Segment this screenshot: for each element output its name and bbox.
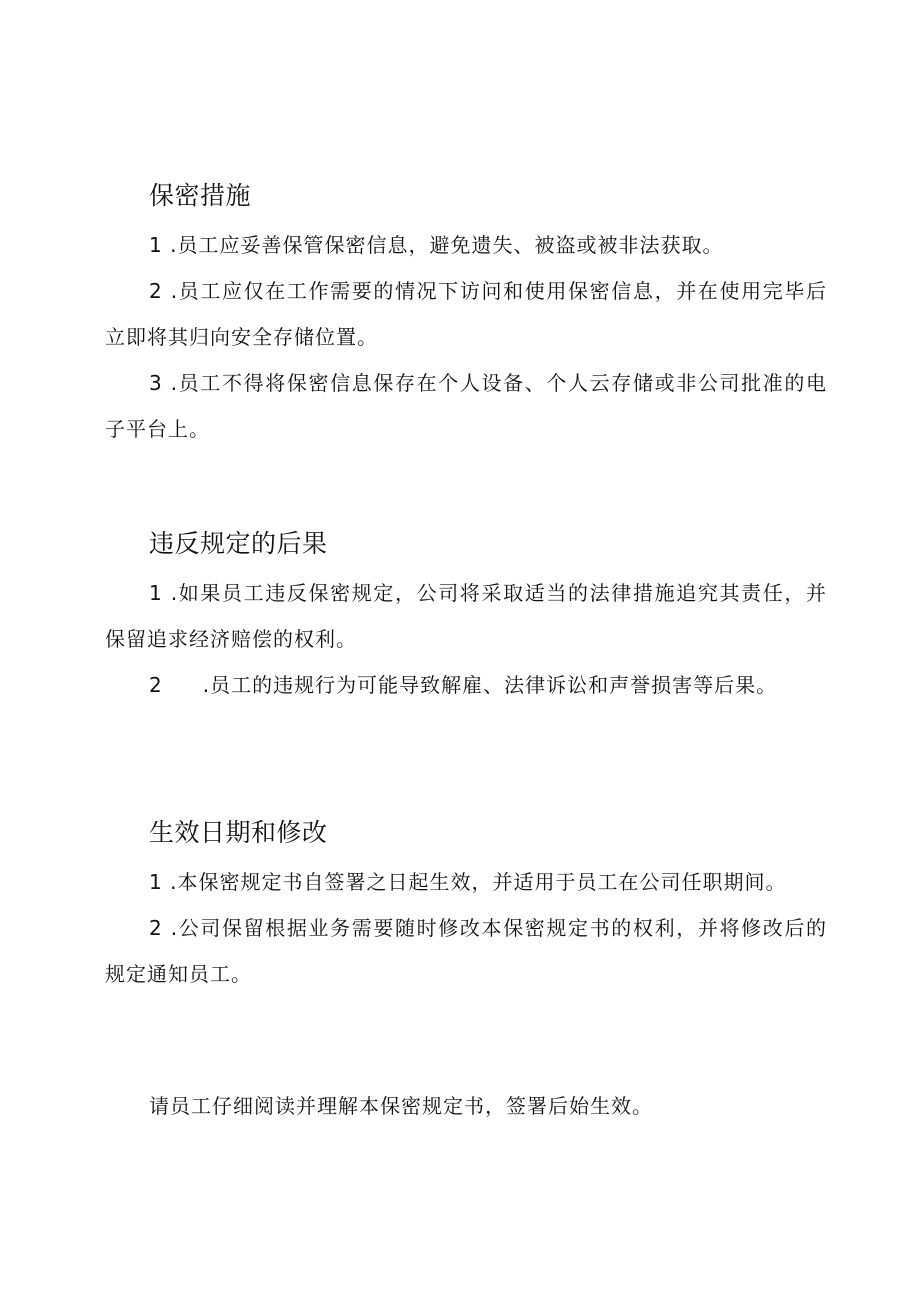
list-item: 2 .公司保留根据业务需要随时修改本保密规定书的权利，并将修改后的规定通知员工。 bbox=[105, 916, 827, 986]
list-item: 1 .本保密规定书自签署之日起生效，并适用于员工在公司任职期间。 bbox=[149, 870, 787, 894]
list-item-text: .员工的违规行为可能导致解雇、法律诉讼和声誉损害等后果。 bbox=[202, 673, 778, 697]
closing-statement-block bbox=[105, 1083, 827, 1129]
list-item: 2 .员工应仅在工作需要的情况下访问和使用保密信息，并在使用完毕后立即将其归向安全存储位置。 bbox=[105, 279, 827, 349]
list-item: 1 .如果员工违反保密规定，公司将采取适当的法律措施追究其责任，并保留追求经济赔偿的权利。 bbox=[105, 581, 827, 651]
section-heading: 保密措施 bbox=[149, 181, 252, 210]
list-item: 1 .员工应妥善保管保密信息，避免遗失、被盗或被非法获取。 bbox=[149, 233, 724, 257]
section-confidentiality-measures bbox=[105, 183, 827, 452]
list-item-number: 2 bbox=[149, 673, 163, 697]
section-heading: 违反规定的后果 bbox=[149, 529, 328, 558]
section-effective-date-and-amendment bbox=[105, 820, 827, 997]
list-item: 3 .员工不得将保密信息保存在个人设备、个人云存储或非公司批准的电子平台上。 bbox=[105, 371, 827, 441]
list-item bbox=[105, 662, 827, 708]
section-heading: 生效日期和修改 bbox=[149, 818, 328, 847]
closing-statement: 请员工仔细阅读并理解本保密规定书，签署后始生效。 bbox=[149, 1094, 653, 1118]
section-violation-consequences bbox=[105, 531, 827, 708]
